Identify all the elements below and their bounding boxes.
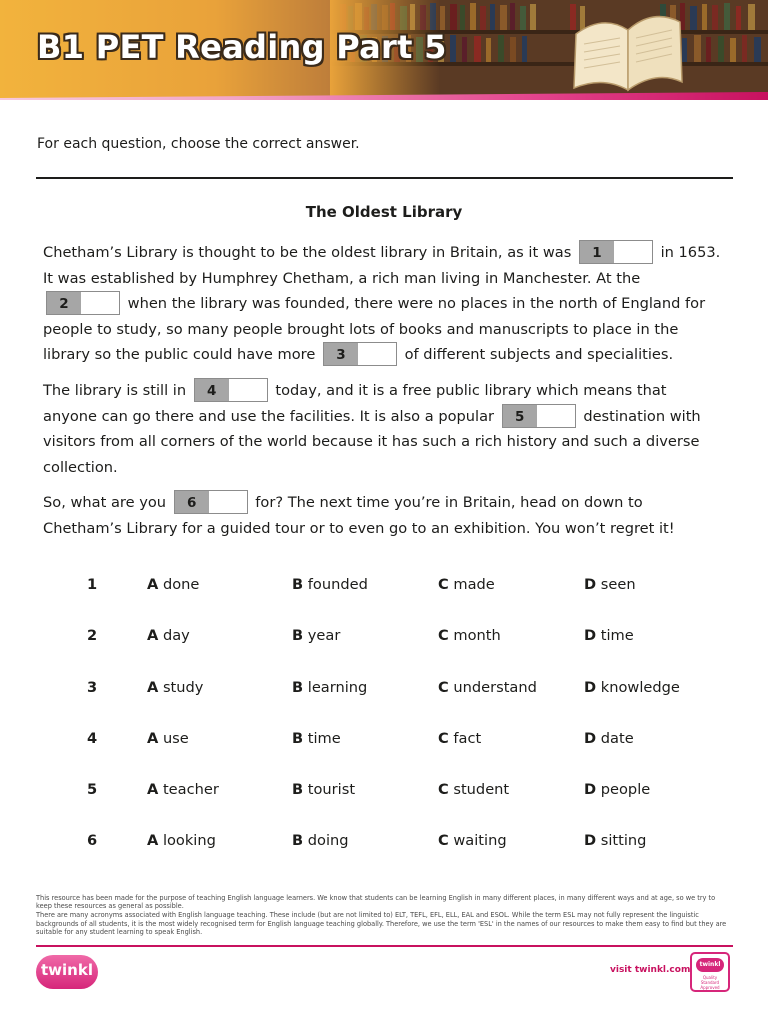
badge-logo: twinkl xyxy=(696,958,724,972)
option-letter: A xyxy=(147,678,159,696)
option-text: month xyxy=(453,627,501,645)
question-number: 5 xyxy=(87,781,98,799)
gap-number: 4 xyxy=(195,379,229,401)
option-text: people xyxy=(600,781,651,799)
option-text: study xyxy=(162,678,204,696)
option-text: use xyxy=(162,729,189,747)
option-b[interactable] xyxy=(292,627,340,644)
question-number: 3 xyxy=(87,678,98,696)
logo-text: twinkl xyxy=(41,961,93,979)
option-d[interactable] xyxy=(584,730,634,747)
question-row-6 xyxy=(0,824,768,875)
open-book-illustration xyxy=(568,4,688,94)
option-text: seen xyxy=(600,576,636,593)
option-letter: C xyxy=(438,576,449,593)
question-row-2 xyxy=(0,619,768,670)
question-row-4 xyxy=(0,722,768,773)
option-c[interactable] xyxy=(438,679,537,696)
option-letter: B xyxy=(292,729,304,747)
option-text: learning xyxy=(307,678,368,696)
passage-paragraph-2 xyxy=(43,378,723,480)
option-letter: C xyxy=(438,678,449,696)
passage-text: So, what are you xyxy=(43,494,167,512)
option-text: founded xyxy=(307,576,368,593)
question-number: 6 xyxy=(87,832,98,850)
option-d[interactable] xyxy=(584,576,636,593)
option-a[interactable] xyxy=(147,576,199,593)
option-letter: D xyxy=(584,627,597,645)
option-text: understand xyxy=(453,678,537,696)
passage-title: The Oldest Library xyxy=(305,203,463,221)
option-letter: C xyxy=(438,781,449,799)
gap-number: 3 xyxy=(324,343,358,365)
option-text: made xyxy=(453,576,495,593)
option-c[interactable] xyxy=(438,576,495,593)
passage xyxy=(43,240,723,552)
passage-text: today, and it is a free public library which means that anyone can go there and use the facilities. It is also a popular xyxy=(43,381,667,425)
gap-number: 2 xyxy=(47,292,81,314)
question-row-3 xyxy=(0,671,768,722)
option-text: year xyxy=(307,627,341,645)
option-letter: B xyxy=(292,627,304,645)
option-text: fact xyxy=(453,729,482,747)
answer-gap-4[interactable] xyxy=(194,378,268,402)
option-text: knowledge xyxy=(600,678,680,696)
passage-paragraph-3 xyxy=(43,490,723,541)
option-letter: D xyxy=(584,678,597,696)
option-b[interactable] xyxy=(292,781,355,798)
passage-text: destination with visitors from all corners of the world because it has such a rich history and such a diverse collection. xyxy=(43,407,701,476)
option-text: done xyxy=(162,576,200,593)
option-letter: A xyxy=(147,832,159,850)
option-text: waiting xyxy=(453,832,507,850)
option-text: tourist xyxy=(307,781,356,799)
option-letter: C xyxy=(438,627,449,645)
footer-disclaimer xyxy=(36,894,733,937)
footer-note-2: There are many acronyms associated with English language teaching. These include (but are not limited to) ELT, TEFL, EFL, ELL, EAL and ESOL. While the term ESL may not fully represent the linguistic backgrounds of all students, it is the most widely recognised term for English language teaching globally. Therefore, we use the term 'ESL' in the names of our resources to make them easy to find but they are suitable for any student learning to speak English. xyxy=(36,911,727,936)
question-row-1 xyxy=(0,568,768,619)
question-number: 2 xyxy=(87,627,98,645)
option-a[interactable] xyxy=(147,730,189,747)
option-b[interactable] xyxy=(292,576,368,593)
option-b[interactable] xyxy=(292,832,349,849)
passage-text: of different subjects and specialities. xyxy=(404,346,674,364)
option-letter: A xyxy=(147,576,159,593)
option-letter: B xyxy=(292,576,304,593)
option-letter: B xyxy=(292,781,304,799)
option-a[interactable] xyxy=(147,781,219,798)
option-a[interactable] xyxy=(147,679,203,696)
option-letter: D xyxy=(584,781,597,799)
option-text: time xyxy=(307,729,341,747)
option-text: looking xyxy=(162,832,216,850)
option-letter: A xyxy=(147,627,159,645)
option-d[interactable] xyxy=(584,781,650,798)
question-number: 1 xyxy=(87,576,98,593)
quality-standard-badge xyxy=(690,952,730,992)
answer-options xyxy=(0,568,768,876)
question-number: 4 xyxy=(87,729,98,747)
gap-number: 6 xyxy=(175,491,209,513)
option-text: sitting xyxy=(600,832,647,850)
option-d[interactable] xyxy=(584,832,646,849)
divider xyxy=(36,177,733,179)
option-letter: C xyxy=(438,729,449,747)
option-letter: D xyxy=(584,576,597,593)
answer-gap-5[interactable] xyxy=(502,404,576,428)
option-a[interactable] xyxy=(147,832,216,849)
question-row-5 xyxy=(0,773,768,824)
passage-paragraph-1 xyxy=(43,240,723,368)
option-b[interactable] xyxy=(292,730,341,747)
option-letter: A xyxy=(147,729,159,747)
footer-divider xyxy=(36,945,733,947)
option-letter: D xyxy=(584,832,597,850)
option-letter: D xyxy=(584,729,597,747)
option-text: teacher xyxy=(162,781,219,799)
option-d[interactable] xyxy=(584,627,634,644)
passage-text: in 1653. It was established by Humphrey Chetham, a rich man living in Manchester. At the xyxy=(43,244,721,287)
option-text: doing xyxy=(307,832,349,850)
option-d[interactable] xyxy=(584,679,680,696)
option-letter: A xyxy=(147,781,159,799)
answer-gap-1[interactable] xyxy=(579,240,653,264)
answer-gap-2[interactable] xyxy=(46,291,120,315)
passage-text: The library is still in xyxy=(43,381,187,399)
twinkl-logo[interactable] xyxy=(36,955,98,989)
option-letter: C xyxy=(438,832,449,850)
option-text: date xyxy=(600,729,634,747)
passage-text: Chetham’s Library is thought to be the oldest library in Britain, as it was xyxy=(43,244,572,261)
gap-number: 5 xyxy=(503,405,537,427)
header-banner xyxy=(0,0,768,100)
option-c[interactable] xyxy=(438,627,501,644)
option-c[interactable] xyxy=(438,832,507,849)
passage-text: when the library was founded, there were no places in the north of England for people to study, so many people brought lots of books and manuscripts to place in the library so the public could have more xyxy=(43,295,706,364)
answer-gap-3[interactable] xyxy=(323,342,397,366)
option-b[interactable] xyxy=(292,679,367,696)
instruction-text: For each question, choose the correct answer. xyxy=(37,136,360,152)
page-title: B1 PET Reading Part 5 xyxy=(37,28,447,66)
gap-number: 1 xyxy=(580,241,614,263)
option-text: day xyxy=(162,627,190,645)
option-letter: B xyxy=(292,832,304,850)
visit-link[interactable]: visit twinkl.com xyxy=(610,965,691,975)
answer-gap-6[interactable] xyxy=(174,490,248,514)
option-a[interactable] xyxy=(147,627,190,644)
passage-text: for? The next time you’re in Britain, head on down to Chetham’s Library for a guided tour or to even go to an exhibition. You won’t regret it! xyxy=(43,494,675,537)
option-text: time xyxy=(600,627,634,645)
badge-text: Quality Standard Approved xyxy=(700,975,720,990)
footer-note-1: This resource has been made for the purpose of teaching English language learners. We know that students can be learning English in many different places, in many different ways and at age, so we try to keep these resources as general as possible. xyxy=(36,894,716,911)
option-text: student xyxy=(453,781,510,799)
option-c[interactable] xyxy=(438,730,481,747)
option-c[interactable] xyxy=(438,781,509,798)
option-letter: B xyxy=(292,678,304,696)
